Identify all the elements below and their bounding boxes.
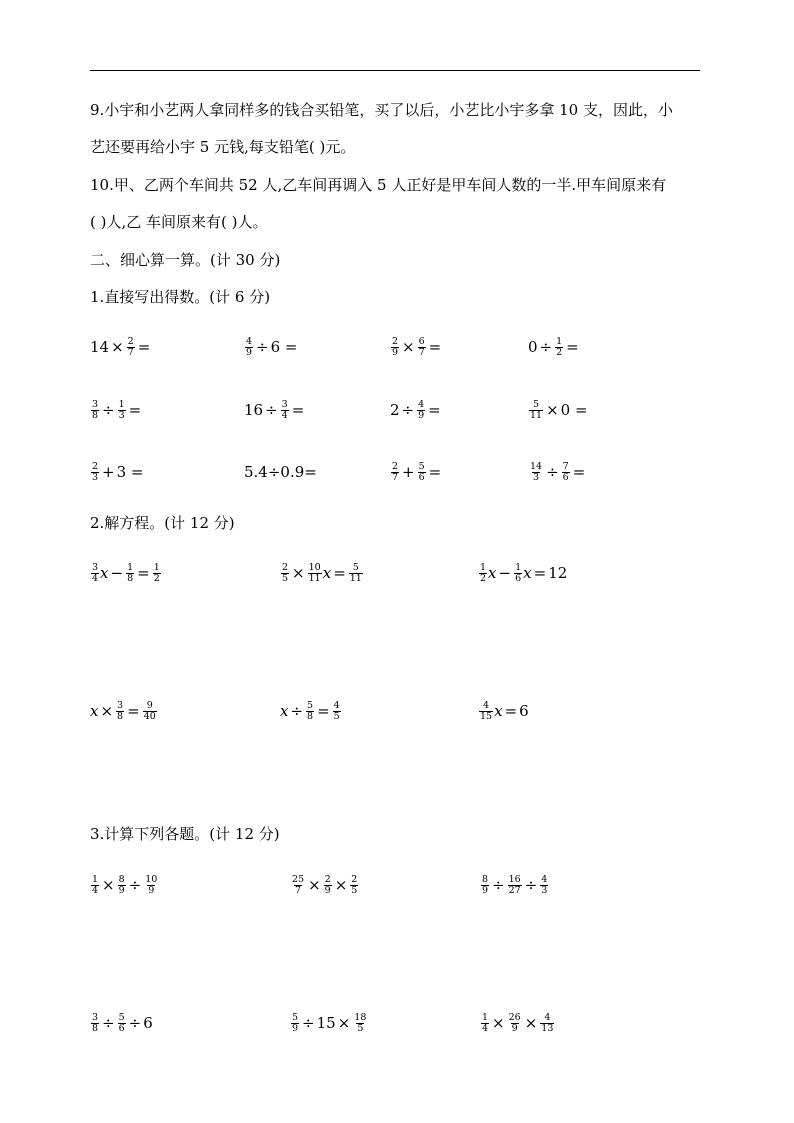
q10-line1: 10.甲、乙两个车间共 52 人,乙车间再调入 5 人正好是甲车间人数的一半.甲车间原来有 bbox=[90, 176, 667, 194]
p1-r3-c3: $\frac{2}{7}$ + $\frac{5}{6}$ = bbox=[392, 460, 442, 483]
p3-c1: $\frac{1}{4}$ × $\frac{8}{9}$ ÷ $\frac{10}{9}$ bbox=[92, 873, 158, 896]
p1-r1-c4: 0 ÷ $\frac{1}{2}$ = bbox=[528, 335, 579, 358]
q9-line2: 艺还要再给小宇 5 元钱,每支铅笔( )元。 bbox=[90, 138, 356, 156]
q10-line2: ( )人,乙 车间原来有( )人。 bbox=[90, 213, 268, 231]
section2-title: 二、细心算一算。(计 30 分) bbox=[90, 251, 281, 269]
p3-c5: $\frac{5}{9}$ ÷ 15 × $\frac{18}{5}$ bbox=[292, 1011, 367, 1034]
p2-eq6: $\frac{4}{15}$ x = 6 bbox=[480, 699, 529, 722]
p1-r1-c2: $\frac{4}{9}$ ÷ 6 = bbox=[246, 335, 298, 358]
q9-line1: 9.小宇和小艺两人拿同样多的钱合买铅笔，买了以后，小艺比小宇多拿 10 支，因此，小 bbox=[90, 101, 673, 119]
p2-eq5: x ÷ $\frac{5}{8}$ = $\frac{4}{5}$ bbox=[280, 699, 340, 722]
p1-r2-c3: 2 ÷ $\frac{4}{9}$ = bbox=[390, 398, 441, 421]
header-rule bbox=[90, 70, 700, 71]
p1-r2-c1: $\frac{3}{8}$ ÷ $\frac{1}{3}$ = bbox=[92, 398, 142, 421]
p1-r3-c1: $\frac{2}{3}$ + 3 = bbox=[92, 460, 144, 483]
p1-r3-c2: 5.4÷0.9= bbox=[244, 463, 317, 481]
p1-r3-c4: $\frac{14}{3}$ ÷ $\frac{7}{6}$ = bbox=[530, 460, 586, 483]
p2-eq3: $\frac{1}{2}$ x − $\frac{1}{6}$ x = 12 bbox=[480, 561, 568, 584]
p1-r2-c4: $\frac{5}{11}$ × 0 = bbox=[530, 398, 588, 421]
p2-eq1: $\frac{3}{4}$ x − $\frac{1}{8}$ = $\frac{1}{2}$ bbox=[92, 561, 160, 584]
p2-eq4: x × $\frac{3}{8}$ = $\frac{9}{40}$ bbox=[90, 699, 156, 722]
p3-c2: $\frac{25}{7}$ × $\frac{2}{9}$ × $\frac{2}{5}$ bbox=[292, 873, 358, 896]
p1-r2-c2: 16 ÷ $\frac{3}{4}$ = bbox=[244, 398, 305, 421]
p3-c4: $\frac{3}{8}$ ÷ $\frac{5}{6}$ ÷ 6 bbox=[92, 1011, 153, 1034]
p1-r1-c1: 14 × $\frac{2}{7}$ = bbox=[90, 335, 151, 358]
p2-eq2: $\frac{2}{5}$ × $\frac{10}{11}$ x = $\frac{5}{11}$ bbox=[282, 561, 362, 584]
part1-title: 1.直接写出得数。(计 6 分) bbox=[90, 288, 271, 306]
part2-title: 2.解方程。(计 12 分) bbox=[90, 514, 235, 532]
part3-title: 3.计算下列各题。(计 12 分) bbox=[90, 825, 280, 843]
p3-c3: $\frac{8}{9}$ ÷ $\frac{16}{27}$ ÷ $\frac{4}{3}$ bbox=[482, 873, 548, 896]
p1-r1-c3: $\frac{2}{9}$ × $\frac{6}{7}$ = bbox=[392, 335, 442, 358]
p3-c6: $\frac{1}{4}$ × $\frac{26}{9}$ × $\frac{4}{13}$ bbox=[482, 1011, 554, 1034]
